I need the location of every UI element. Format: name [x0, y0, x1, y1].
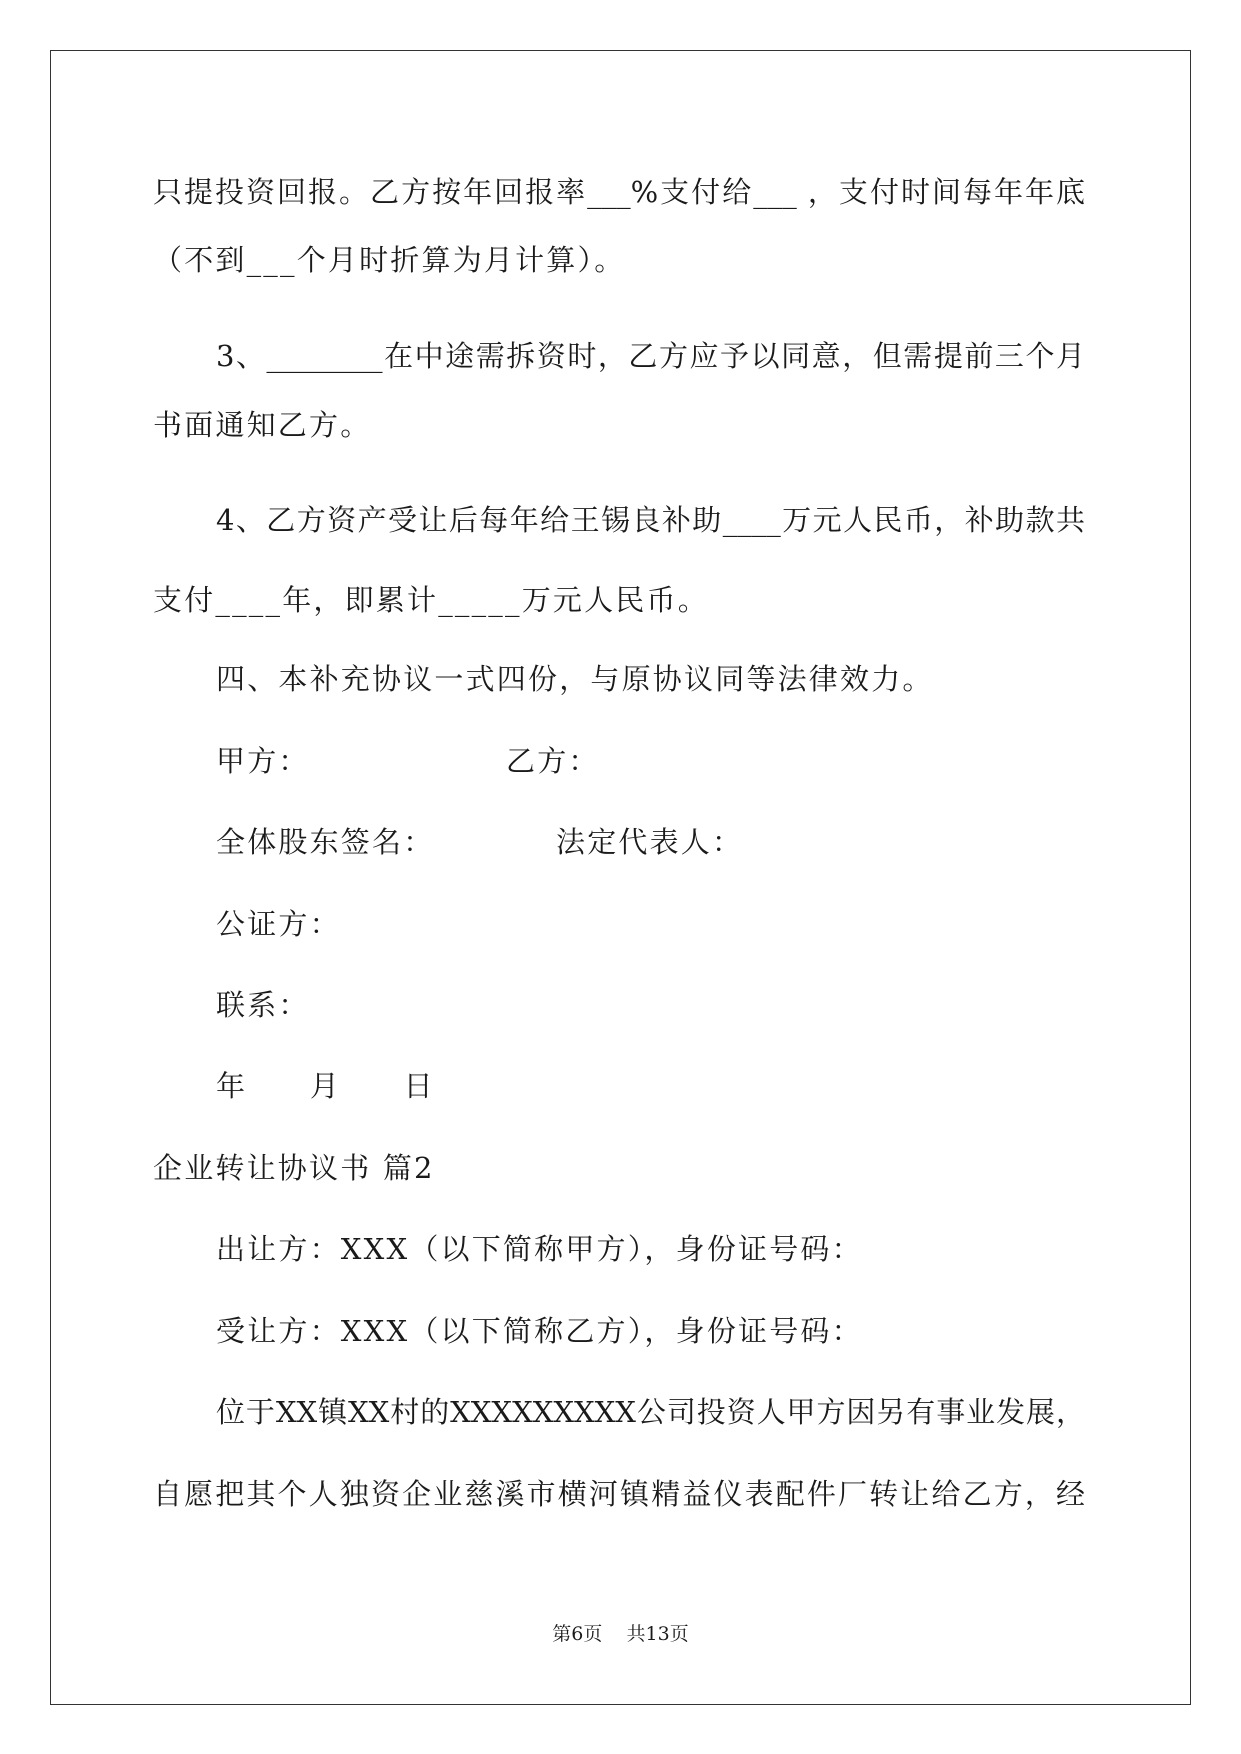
page-border — [50, 50, 1191, 1705]
signer-row — [216, 822, 743, 862]
paragraph-line: 支付____年，即累计_____万元人民币。 — [153, 583, 709, 617]
legal-representative-label: 法定代表人： — [556, 825, 744, 859]
transferor-line: 出让方：XXX（以下简称甲方），身份证号码： — [216, 1232, 863, 1266]
paragraph-line: 3、________在中途需拆资时，乙方应予以同意，但需提前三个月 — [216, 339, 1085, 373]
party-b-label: 乙方： — [506, 744, 600, 778]
party-row — [216, 741, 600, 781]
paragraph-line: 四、本补充协议一式四份，与原协议同等法律效力。 — [216, 662, 934, 696]
notary-label: 公证方： — [216, 907, 341, 941]
shareholders-signature-label: 全体股东签名： — [216, 825, 435, 859]
paragraph-line: 位于XX镇XX村的XXXXXXXXX公司投资人甲方因另有事业发展， — [216, 1395, 1085, 1429]
date-label: 年 月 日 — [216, 1069, 435, 1103]
paragraph-line: （不到___个月时折算为月计算）。 — [153, 243, 626, 277]
contact-label: 联系： — [216, 988, 310, 1022]
page-number: 第6页 — [552, 1623, 603, 1645]
page-total: 共13页 — [626, 1623, 689, 1645]
transferee-line: 受让方：XXX（以下简称乙方），身份证号码： — [216, 1314, 863, 1348]
paragraph-line: 4、乙方资产受让后每年给王锡良补助____万元人民币，补助款共 — [216, 503, 1085, 537]
paragraph-line: 书面通知乙方。 — [153, 408, 372, 442]
page-footer — [0, 1622, 1241, 1646]
paragraph-line: 自愿把其个人独资企业慈溪市横河镇精益仪表配件厂转让给乙方，经 — [153, 1477, 1085, 1511]
paragraph-line: 只提投资回报。乙方按年回报率___%支付给___ ，支付时间每年年底 — [153, 175, 1085, 209]
party-a-label: 甲方： — [216, 744, 310, 778]
section-title: 企业转让协议书 篇2 — [153, 1151, 435, 1185]
